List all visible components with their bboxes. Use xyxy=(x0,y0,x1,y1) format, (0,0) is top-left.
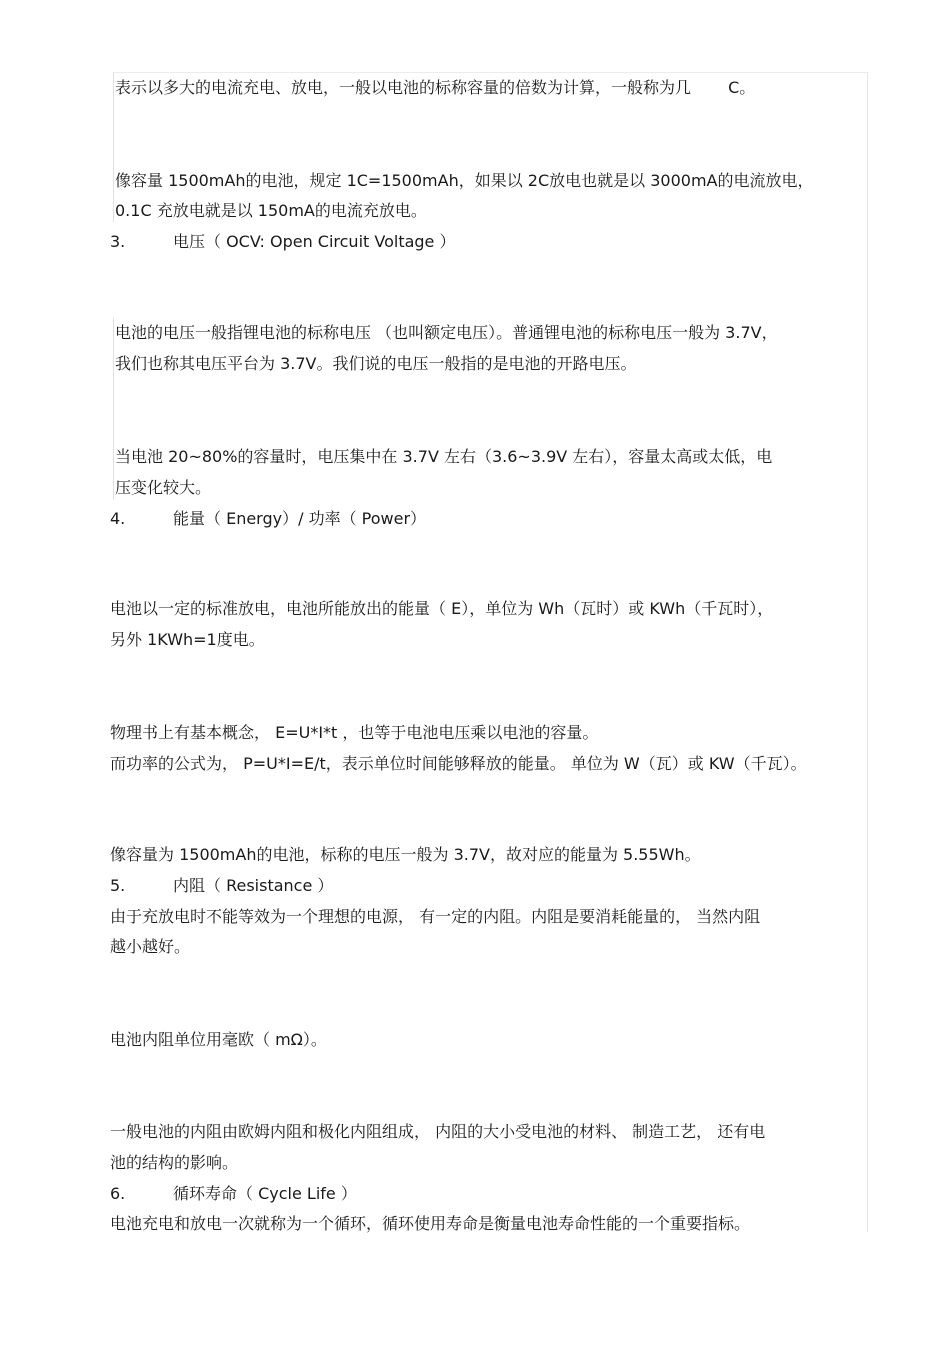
paragraph-resistance-composition-cont: 池的结构的影响。 xyxy=(110,1153,239,1172)
paragraph-resistance-cont: 越小越好。 xyxy=(110,937,191,956)
paragraph-resistance-unit: 电池内阻单位用毫欧（ mΩ）。 xyxy=(110,1030,327,1049)
paragraph-rate-definition: 表示以多大的电流充电、放电，一般以电池的标称容量的倍数为计算，一般称为几 C。 xyxy=(115,78,756,97)
paragraph-voltage-cont: 我们也称其电压平台为 3.7V。我们说的电压一般指的是电池的开路电压。 xyxy=(115,354,637,373)
section-number: 3. xyxy=(110,232,126,251)
section-heading-resistance: 内阻（ Resistance ） xyxy=(173,876,334,895)
top-border-line xyxy=(113,72,868,73)
paragraph-resistance: 由于充放电时不能等效为一个理想的电源， 有一定的内阻。内阻是要消耗能量的， 当然内阻 xyxy=(110,907,761,926)
right-border-line xyxy=(867,72,868,1232)
section-heading-voltage: 电压（ OCV: Open Circuit Voltage ） xyxy=(173,232,456,251)
section-heading-cycle-life: 循环寿命（ Cycle Life ） xyxy=(173,1184,357,1203)
section-heading-energy: 能量（ Energy）/ 功率（ Power） xyxy=(173,509,427,528)
paragraph-voltage-range: 当电池 20~80%的容量时，电压集中在 3.7V 左右（3.6~3.9V 左右），容量太高或太低，电 xyxy=(115,447,773,466)
paragraph-resistance-composition: 一般电池的内阻由欧姆内阻和极化内阻组成， 内阻的大小受电池的材料、 制造工艺， 还有电 xyxy=(110,1122,766,1141)
left-border-line xyxy=(113,318,114,500)
left-border-line xyxy=(113,72,114,222)
paragraph-rate-example: 像容量 1500mAh的电池，规定 1C=1500mAh，如果以 2C放电也就是以 3000mA的电流放电， xyxy=(115,171,814,190)
paragraph-rate-example-cont: 0.1C 充放电就是以 150mA的电流充放电。 xyxy=(115,201,427,220)
paragraph-voltage: 电池的电压一般指锂电池的标称电压 （也叫额定电压）。普通锂电池的标称电压一般为 3.7V， xyxy=(115,323,778,342)
section-number: 5. xyxy=(110,876,126,895)
paragraph-voltage-range-cont: 压变化较大。 xyxy=(115,478,212,497)
paragraph-energy-cont: 另外 1KWh=1度电。 xyxy=(110,630,265,649)
section-number: 4. xyxy=(110,509,126,528)
section-number: 6. xyxy=(110,1184,126,1203)
paragraph-cycle-life: 电池充电和放电一次就称为一个循环，循环使用寿命是衡量电池寿命性能的一个重要指标。 xyxy=(110,1214,751,1233)
paragraph-power-formula: 而功率的公式为， P=U*I=E/t，表示单位时间能够释放的能量。 单位为 W（瓦）或 KW（千瓦）。 xyxy=(110,754,807,773)
paragraph-energy: 电池以一定的标准放电，电池所能放出的能量（ E），单位为 Wh（瓦时）或 KWh（千瓦时）， xyxy=(110,599,774,618)
paragraph-energy-formula: 物理书上有基本概念， E=U*I*t ，也等于电池电压乘以电池的容量。 xyxy=(110,723,599,742)
paragraph-energy-example: 像容量为 1500mAh的电池，标称的电压一般为 3.7V，故对应的能量为 5.55Wh。 xyxy=(110,845,701,864)
